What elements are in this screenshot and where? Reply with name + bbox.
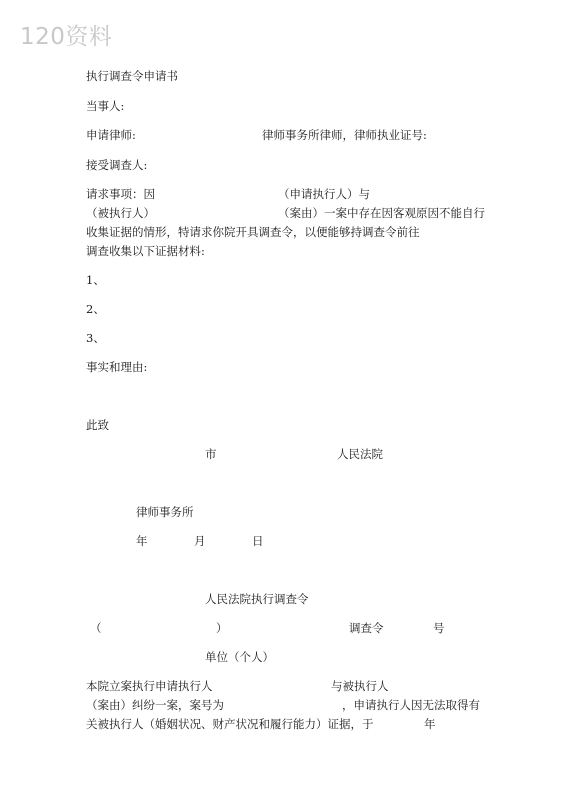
lawyer-label: 申请律师:: [86, 128, 136, 142]
order-para-line-2b: ，申请执行人因无法取得有: [342, 698, 480, 712]
order-paren-open: （: [90, 621, 102, 635]
court-label: 人民法院: [337, 447, 383, 461]
order-title: 人民法院执行调查令: [205, 592, 309, 606]
application-title: 执行调查令申请书: [86, 69, 178, 83]
date-month: 月: [194, 534, 206, 548]
order-para-line-1b: 与被执行人: [331, 679, 389, 693]
evidence-item-2: 2、: [86, 302, 105, 316]
order-para-line-1a: 本院立案执行申请执行人: [86, 679, 213, 693]
investigated-party-label: 接受调查人:: [86, 158, 148, 172]
request-line-1a: 请求事项：因: [86, 187, 155, 201]
date-year: 年: [136, 534, 148, 548]
request-line-3: 收集证据的情形，特请求你院开具调查令，以便能够持调查令前往: [86, 225, 420, 239]
watermark-logo: 120资料: [20, 24, 113, 50]
evidence-item-3: 3、: [86, 331, 105, 345]
evidence-item-1: 1、: [86, 273, 105, 287]
request-line-1b: （申请执行人）与: [278, 187, 370, 201]
firm-signature: 律师事务所: [136, 505, 194, 519]
order-number-label: 调查令: [349, 621, 384, 635]
salutation: 此致: [86, 418, 109, 432]
order-para-line-3a: 关被执行人（婚姻状况、财产状况和履行能力）证据，于: [86, 717, 374, 731]
order-paren-close: ）: [216, 621, 228, 635]
parties-label: 当事人:: [86, 99, 125, 113]
request-line-2a: （被执行人）: [86, 206, 155, 220]
order-para-line-2a: （案由）纠纷一案，案号为: [86, 698, 224, 712]
date-day: 日: [252, 534, 264, 548]
facts-label: 事实和理由:: [86, 360, 148, 374]
request-line-2b: （案由）一案中存在因客观原因不能自行: [278, 206, 485, 220]
lawyer-firm-label: 律师事务所律师，律师执业证号:: [262, 128, 427, 142]
order-hao-label: 号: [433, 621, 445, 635]
city-label: 市: [205, 447, 217, 461]
order-unit-label: 单位（个人）: [205, 650, 274, 664]
order-para-line-3b: 年: [424, 717, 436, 731]
request-line-4: 调查收集以下证据材料:: [86, 244, 205, 258]
